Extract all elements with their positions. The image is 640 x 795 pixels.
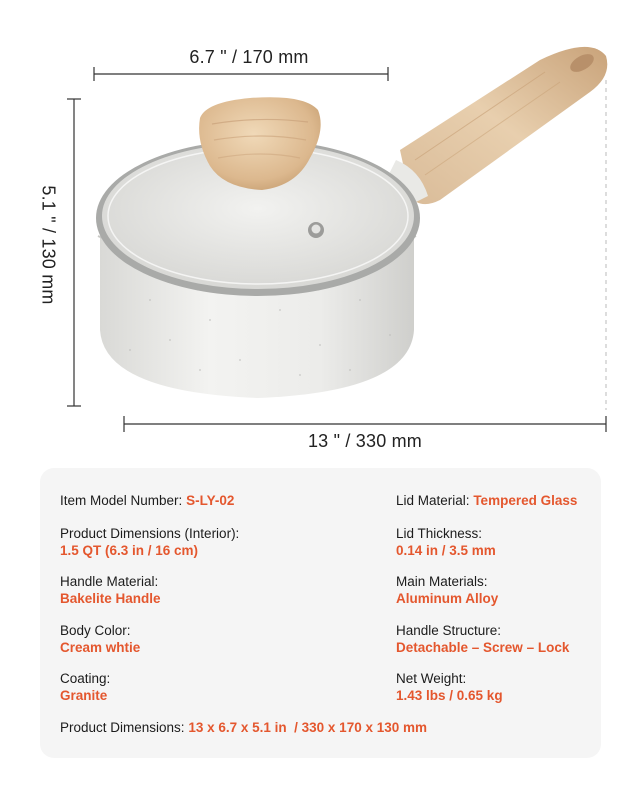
- spec-lid-thickness-label: Lid Thickness:: [396, 526, 483, 541]
- spec-handle-structure: [396, 622, 569, 656]
- length-dimension-line: [124, 416, 606, 432]
- spec-dimensions-overall-label: Product Dimensions:: [60, 720, 185, 735]
- spec-body-color: [60, 622, 140, 656]
- spec-coating-label: Coating:: [60, 671, 111, 686]
- width-dimension-line: [94, 67, 388, 81]
- spec-dimensions-overall-value: 13 x 6.7 x 5.1 in / 330 x 170 x 130 mm: [188, 720, 427, 735]
- spec-model-label: Item Model Number:: [60, 493, 183, 508]
- spec-main-materials-value: Aluminum Alloy: [396, 591, 499, 606]
- spec-lid-material-value: Tempered Glass: [473, 493, 578, 508]
- spec-handle-material-label: Handle Material:: [60, 574, 159, 589]
- spec-handle-material-value: Bakelite Handle: [60, 591, 161, 606]
- width-dimension-label: 6.7 " / 170 mm: [189, 47, 309, 67]
- spec-body-color-label: Body Color:: [60, 623, 131, 638]
- spec-handle-structure-value: Detachable – Screw – Lock: [396, 640, 570, 655]
- spec-main-materials: [396, 573, 498, 607]
- length-dimension-label: 13 " / 330 mm: [307, 431, 423, 451]
- spec-dimensions-interior-value: 1.5 QT (6.3 in / 16 cm): [60, 543, 199, 558]
- spec-net-weight-value: 1.43 lbs / 0.65 kg: [396, 688, 503, 703]
- pan-handle: [388, 47, 607, 204]
- spec-coating: [60, 670, 110, 704]
- spec-model-value: S-LY-02: [186, 493, 235, 508]
- spec-lid-material-label: Lid Material:: [396, 493, 470, 508]
- height-dimension-label: 5.1 " / 130 mm: [38, 185, 59, 305]
- spec-dimensions-overall: [60, 719, 427, 736]
- spec-model: [60, 492, 234, 509]
- spec-handle-material: [60, 573, 161, 607]
- spec-dimensions-interior: [60, 525, 239, 559]
- spec-body-color-value: Cream whtie: [60, 640, 141, 655]
- spec-card: [40, 468, 601, 758]
- spec-lid-thickness: [396, 525, 496, 559]
- spec-net-weight-label: Net Weight:: [396, 671, 467, 686]
- spec-coating-value: Granite: [60, 688, 108, 703]
- height-dimension-line: [67, 99, 81, 406]
- spec-lid-material: [396, 492, 577, 509]
- spec-main-materials-label: Main Materials:: [396, 574, 488, 589]
- spec-dimensions-interior-label: Product Dimensions (Interior):: [60, 526, 240, 541]
- spec-handle-structure-label: Handle Structure:: [396, 623, 502, 638]
- spec-lid-thickness-value: 0.14 in / 3.5 mm: [396, 543, 496, 558]
- spec-net-weight: [396, 670, 503, 704]
